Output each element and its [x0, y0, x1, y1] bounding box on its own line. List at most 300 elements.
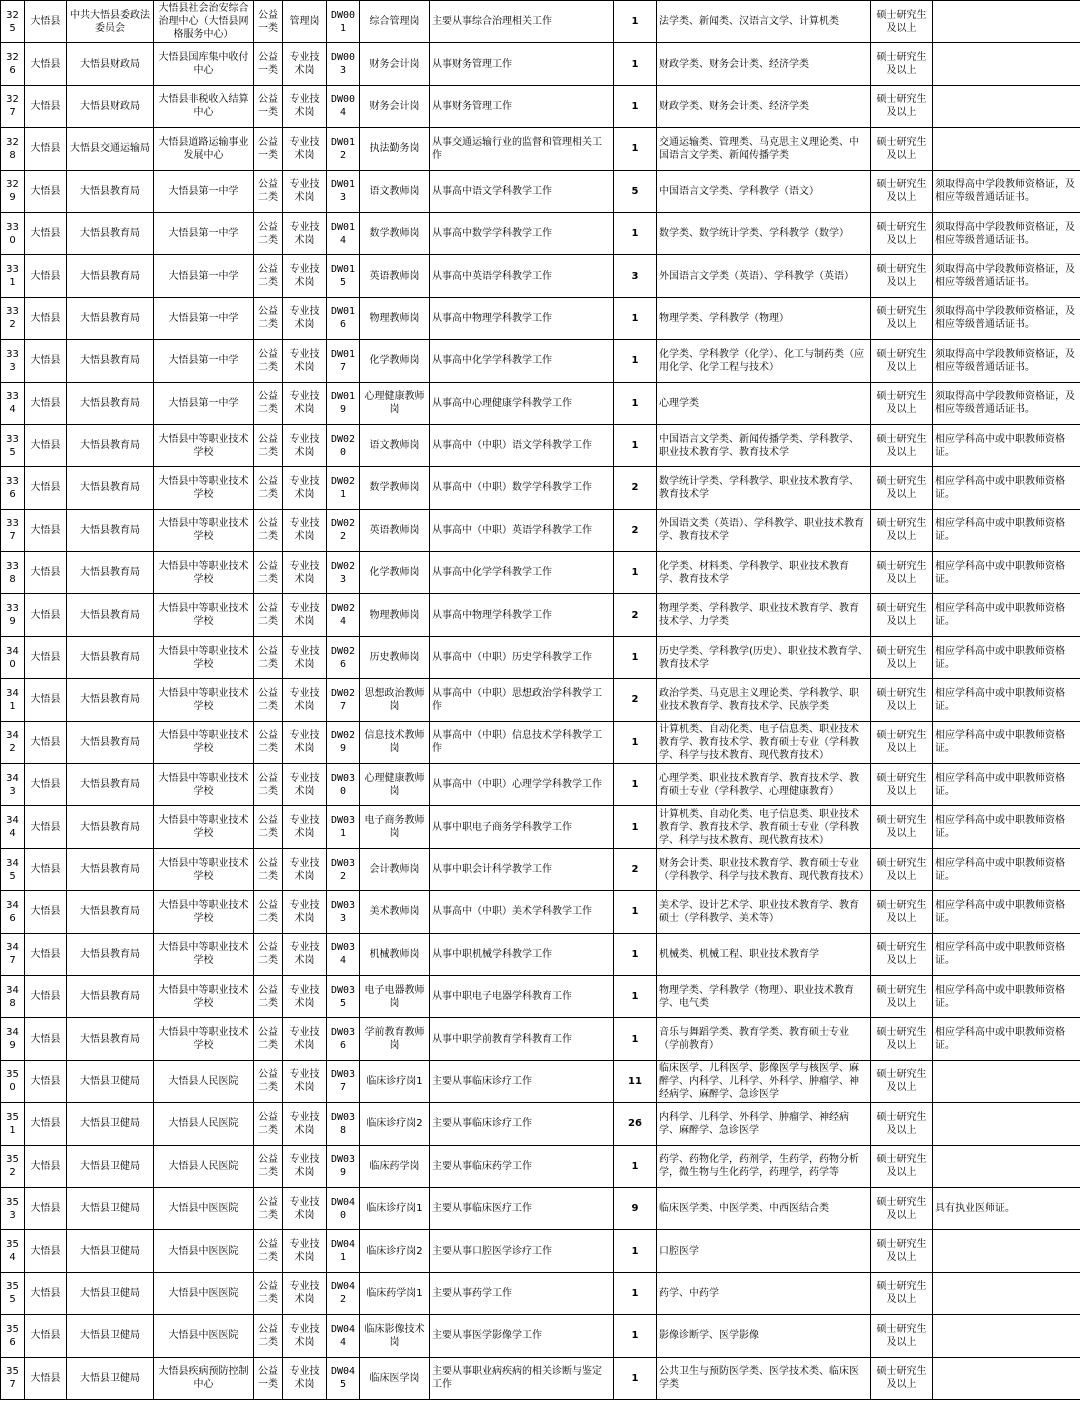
position-code: DW015: [327, 255, 360, 297]
job-duty: 主要从事口腔医学诊疗工作: [430, 1230, 614, 1272]
hiring-count: 2: [614, 594, 657, 636]
department: 大悟县教育局: [67, 933, 154, 975]
row-number: 349: [1, 1018, 25, 1060]
other-requirement: 相应学科高中或中职教师资格证。: [933, 594, 1080, 636]
other-requirement: [933, 1103, 1080, 1145]
row-number: 352: [1, 1145, 25, 1187]
education-requirement: 硕士研究生及以上: [871, 679, 933, 721]
table-row: [1, 806, 1080, 848]
position-name: 数学教师岗: [360, 467, 430, 509]
employer-unit: 大悟县道路运输事业发展中心: [154, 128, 254, 170]
row-number: 339: [1, 594, 25, 636]
hiring-count: 1: [614, 424, 657, 466]
unit-category: 公益二类: [254, 1272, 283, 1314]
row-number: 332: [1, 297, 25, 339]
hiring-count: 2: [614, 467, 657, 509]
major-requirement: 影像诊断学、医学影像: [657, 1315, 871, 1357]
position-code: DW035: [327, 975, 360, 1017]
position-code: DW037: [327, 1060, 360, 1102]
employer-unit: 大悟县中等职业技术学校: [154, 509, 254, 551]
hiring-count: 2: [614, 509, 657, 551]
education-requirement: 硕士研究生及以上: [871, 424, 933, 466]
position-type: 专业技术岗: [283, 424, 327, 466]
row-number: 327: [1, 85, 25, 127]
position-name: 英语教师岗: [360, 509, 430, 551]
position-type: 专业技术岗: [283, 721, 327, 763]
employer-unit: 大悟县中等职业技术学校: [154, 848, 254, 890]
hiring-count: 2: [614, 848, 657, 890]
table-row: [1, 255, 1080, 297]
county: 大悟县: [25, 1357, 67, 1399]
other-requirement: 须取得高中学段教师资格证，及相应等级普通话证书。: [933, 297, 1080, 339]
table-row: [1, 1, 1080, 43]
job-duty: 主要从事临床医疗工作: [430, 1187, 614, 1229]
county: 大悟县: [25, 679, 67, 721]
job-duty: 从事高中心理健康学科教学工作: [430, 382, 614, 424]
other-requirement: 相应学科高中或中职教师资格证。: [933, 1018, 1080, 1060]
position-type: 专业技术岗: [283, 340, 327, 382]
position-name: 化学教师岗: [360, 552, 430, 594]
county: 大悟县: [25, 721, 67, 763]
employer-unit: 大悟县中医医院: [154, 1187, 254, 1229]
hiring-count: 9: [614, 1187, 657, 1229]
table-row: [1, 1018, 1080, 1060]
employer-unit: 大悟县中等职业技术学校: [154, 721, 254, 763]
position-type: 专业技术岗: [283, 43, 327, 85]
position-code: DW012: [327, 128, 360, 170]
education-requirement: 硕士研究生及以上: [871, 891, 933, 933]
county: 大悟县: [25, 170, 67, 212]
other-requirement: [933, 1315, 1080, 1357]
county: 大悟县: [25, 382, 67, 424]
job-duty: 从事高中数学学科教学工作: [430, 212, 614, 254]
employer-unit: 大悟县中等职业技术学校: [154, 467, 254, 509]
position-name: 机械教师岗: [360, 933, 430, 975]
employer-unit: 大悟县第一中学: [154, 382, 254, 424]
other-requirement: [933, 85, 1080, 127]
unit-category: 公益一类: [254, 128, 283, 170]
major-requirement: 法学类、新闻类、汉语言文学、计算机类: [657, 1, 871, 43]
job-duty: 从事高中（中职）数学学科教学工作: [430, 467, 614, 509]
position-name: 会计教师岗: [360, 848, 430, 890]
position-code: DW022: [327, 509, 360, 551]
education-requirement: 硕士研究生及以上: [871, 255, 933, 297]
education-requirement: 硕士研究生及以上: [871, 933, 933, 975]
employer-unit: 大悟县中等职业技术学校: [154, 552, 254, 594]
table-body: [1, 1, 1080, 1400]
education-requirement: 硕士研究生及以上: [871, 552, 933, 594]
major-requirement: 化学类、学科教学（化学）、化工与制药类（应用化学、化学工程与技术）: [657, 340, 871, 382]
position-type: 专业技术岗: [283, 552, 327, 594]
hiring-count: 1: [614, 636, 657, 678]
position-code: DW036: [327, 1018, 360, 1060]
job-duty: 从事交通运输行业的监督和管理相关工作: [430, 128, 614, 170]
employer-unit: 大悟县人民医院: [154, 1103, 254, 1145]
row-number: 353: [1, 1187, 25, 1229]
major-requirement: 口腔医学: [657, 1230, 871, 1272]
department: 大悟县教育局: [67, 212, 154, 254]
county: 大悟县: [25, 594, 67, 636]
position-name: 美术教师岗: [360, 891, 430, 933]
major-requirement: 中国语言文学类、学科教学（语文）: [657, 170, 871, 212]
row-number: 326: [1, 43, 25, 85]
hiring-count: 1: [614, 1145, 657, 1187]
job-duty: 主要从事临床诊疗工作: [430, 1103, 614, 1145]
table-row: [1, 170, 1080, 212]
employer-unit: 大悟县非税收入结算中心: [154, 85, 254, 127]
major-requirement: 化学类、材料类、学科教学、职业技术教育学、教育技术学: [657, 552, 871, 594]
job-duty: 主要从事临床诊疗工作: [430, 1060, 614, 1102]
hiring-count: 1: [614, 43, 657, 85]
position-type: 专业技术岗: [283, 636, 327, 678]
position-name: 临床药学岗1: [360, 1272, 430, 1314]
position-name: 财务会计岗: [360, 43, 430, 85]
education-requirement: 硕士研究生及以上: [871, 764, 933, 806]
education-requirement: 硕士研究生及以上: [871, 467, 933, 509]
hiring-count: 1: [614, 1018, 657, 1060]
hiring-count: 1: [614, 85, 657, 127]
other-requirement: [933, 1230, 1080, 1272]
department: 大悟县教育局: [67, 594, 154, 636]
position-type: 专业技术岗: [283, 255, 327, 297]
job-duty: 从事财务管理工作: [430, 85, 614, 127]
position-type: 专业技术岗: [283, 297, 327, 339]
county: 大悟县: [25, 975, 67, 1017]
position-type: 专业技术岗: [283, 1103, 327, 1145]
education-requirement: 硕士研究生及以上: [871, 212, 933, 254]
county: 大悟县: [25, 891, 67, 933]
position-type: 专业技术岗: [283, 85, 327, 127]
position-code: DW045: [327, 1357, 360, 1399]
position-code: DW020: [327, 424, 360, 466]
position-code: DW029: [327, 721, 360, 763]
education-requirement: 硕士研究生及以上: [871, 1357, 933, 1399]
row-number: 355: [1, 1272, 25, 1314]
education-requirement: 硕士研究生及以上: [871, 1230, 933, 1272]
table-row: [1, 85, 1080, 127]
department: 大悟县卫健局: [67, 1230, 154, 1272]
employer-unit: 大悟县中等职业技术学校: [154, 806, 254, 848]
employer-unit: 大悟县第一中学: [154, 340, 254, 382]
hiring-count: 1: [614, 297, 657, 339]
employer-unit: 大悟县第一中学: [154, 170, 254, 212]
department: 大悟县卫健局: [67, 1060, 154, 1102]
job-duty: 从事高中（中职）美术学科教学工作: [430, 891, 614, 933]
department: 大悟县卫健局: [67, 1103, 154, 1145]
position-code: DW039: [327, 1145, 360, 1187]
major-requirement: 外国语文类（英语）、学科教学、职业技术教育学、教育技术学: [657, 509, 871, 551]
position-name: 临床诊疗岗2: [360, 1230, 430, 1272]
position-type: 专业技术岗: [283, 509, 327, 551]
major-requirement: 计算机类、自动化类、电子信息类、职业技术教育学、教育技术学、教育硕士专业（学科教学、科学与技术教育、现代教育技术）: [657, 721, 871, 763]
position-code: DW030: [327, 764, 360, 806]
major-requirement: 公共卫生与预防医学类、医学技术类、临床医学类: [657, 1357, 871, 1399]
other-requirement: 相应学科高中或中职教师资格证。: [933, 424, 1080, 466]
county: 大悟县: [25, 43, 67, 85]
employer-unit: 大悟县疾病预防控制中心: [154, 1357, 254, 1399]
department: 大悟县教育局: [67, 255, 154, 297]
position-type: 专业技术岗: [283, 212, 327, 254]
department: 大悟县教育局: [67, 721, 154, 763]
table-row: [1, 933, 1080, 975]
hiring-count: 1: [614, 975, 657, 1017]
major-requirement: 外国语言文学类（英语）、学科教学（英语）: [657, 255, 871, 297]
position-type: 专业技术岗: [283, 1145, 327, 1187]
education-requirement: 硕士研究生及以上: [871, 721, 933, 763]
other-requirement: 相应学科高中或中职教师资格证。: [933, 552, 1080, 594]
other-requirement: 相应学科高中或中职教师资格证。: [933, 891, 1080, 933]
position-type: 专业技术岗: [283, 1018, 327, 1060]
row-number: 334: [1, 382, 25, 424]
department: 大悟县教育局: [67, 848, 154, 890]
position-code: DW017: [327, 340, 360, 382]
table-row: [1, 128, 1080, 170]
major-requirement: 中国语言文学类、新闻传播学类、学科教学、职业技术教育学、教育技术学: [657, 424, 871, 466]
position-name: 执法勤务岗: [360, 128, 430, 170]
county: 大悟县: [25, 1145, 67, 1187]
position-code: DW033: [327, 891, 360, 933]
hiring-count: 1: [614, 806, 657, 848]
position-name: 物理教师岗: [360, 594, 430, 636]
department: 大悟县教育局: [67, 806, 154, 848]
table-row: [1, 975, 1080, 1017]
position-code: DW038: [327, 1103, 360, 1145]
education-requirement: 硕士研究生及以上: [871, 1315, 933, 1357]
major-requirement: 音乐与舞蹈学类、教育学类、教育硕士专业（学前教育）: [657, 1018, 871, 1060]
hiring-count: 2: [614, 679, 657, 721]
position-type: 专业技术岗: [283, 975, 327, 1017]
major-requirement: 内科学、儿科学、外科学、肿瘤学、神经病学、麻醉学、急诊医学: [657, 1103, 871, 1145]
position-name: 学前教育教师岗: [360, 1018, 430, 1060]
unit-category: 公益二类: [254, 636, 283, 678]
department: 大悟县教育局: [67, 975, 154, 1017]
position-name: 综合管理岗: [360, 1, 430, 43]
row-number: 351: [1, 1103, 25, 1145]
county: 大悟县: [25, 1187, 67, 1229]
other-requirement: 相应学科高中或中职教师资格证。: [933, 467, 1080, 509]
table-row: [1, 382, 1080, 424]
county: 大悟县: [25, 509, 67, 551]
row-number: 344: [1, 806, 25, 848]
position-type: 专业技术岗: [283, 1187, 327, 1229]
major-requirement: 临床医学类、中医学类、中西医结合类: [657, 1187, 871, 1229]
hiring-count: 1: [614, 552, 657, 594]
unit-category: 公益二类: [254, 212, 283, 254]
employer-unit: 大悟县中等职业技术学校: [154, 424, 254, 466]
hiring-count: 1: [614, 128, 657, 170]
position-name: 临床影像技术岗: [360, 1315, 430, 1357]
department: 大悟县教育局: [67, 891, 154, 933]
table-row: [1, 424, 1080, 466]
other-requirement: 相应学科高中或中职教师资格证。: [933, 509, 1080, 551]
table-row: [1, 509, 1080, 551]
department: 大悟县教育局: [67, 636, 154, 678]
other-requirement: 相应学科高中或中职教师资格证。: [933, 806, 1080, 848]
hiring-count: 1: [614, 212, 657, 254]
row-number: 356: [1, 1315, 25, 1357]
position-name: 信息技术教师岗: [360, 721, 430, 763]
position-code: DW014: [327, 212, 360, 254]
row-number: 336: [1, 467, 25, 509]
hiring-count: 1: [614, 1272, 657, 1314]
job-duty: 从事高中（中职）英语学科教学工作: [430, 509, 614, 551]
education-requirement: 硕士研究生及以上: [871, 1, 933, 43]
row-number: 357: [1, 1357, 25, 1399]
table-row: [1, 1187, 1080, 1229]
position-code: DW034: [327, 933, 360, 975]
hiring-count: 5: [614, 170, 657, 212]
other-requirement: 须取得高中学段教师资格证，及相应等级普通话证书。: [933, 382, 1080, 424]
position-type: 专业技术岗: [283, 382, 327, 424]
major-requirement: 财务会计类、职业技术教育学、教育硕士专业（学科教学、科学与技术教育、现代教育技术）: [657, 848, 871, 890]
major-requirement: 财政学类、财务会计类、经济学类: [657, 43, 871, 85]
education-requirement: 硕士研究生及以上: [871, 382, 933, 424]
row-number: 354: [1, 1230, 25, 1272]
job-duty: 从事高中语文学科教学工作: [430, 170, 614, 212]
unit-category: 公益二类: [254, 467, 283, 509]
employer-unit: 大悟县中等职业技术学校: [154, 679, 254, 721]
position-type: 管理岗: [283, 1, 327, 43]
department: 中共大悟县委政法委员会: [67, 1, 154, 43]
unit-category: 公益一类: [254, 85, 283, 127]
row-number: 331: [1, 255, 25, 297]
job-duty: 从事高中英语学科教学工作: [430, 255, 614, 297]
table-row: [1, 552, 1080, 594]
job-duty: 从事高中（中职）思想政治学科教学工作: [430, 679, 614, 721]
education-requirement: 硕士研究生及以上: [871, 509, 933, 551]
row-number: 348: [1, 975, 25, 1017]
major-requirement: 历史学类、学科教学(历史）、职业技术教育学、教育技术学: [657, 636, 871, 678]
county: 大悟县: [25, 636, 67, 678]
job-duty: 从事高中（中职）语文学科教学工作: [430, 424, 614, 466]
row-number: 329: [1, 170, 25, 212]
job-duty: 从事中职学前教育学科教育工作: [430, 1018, 614, 1060]
other-requirement: 相应学科高中或中职教师资格证。: [933, 636, 1080, 678]
major-requirement: 药学、中药学: [657, 1272, 871, 1314]
employer-unit: 大悟县中等职业技术学校: [154, 1018, 254, 1060]
county: 大悟县: [25, 552, 67, 594]
county: 大悟县: [25, 340, 67, 382]
unit-category: 公益二类: [254, 721, 283, 763]
position-code: DW013: [327, 170, 360, 212]
education-requirement: 硕士研究生及以上: [871, 1018, 933, 1060]
unit-category: 公益二类: [254, 891, 283, 933]
employer-unit: 大悟县国库集中收付中心: [154, 43, 254, 85]
position-name: 语文教师岗: [360, 170, 430, 212]
hiring-count: 1: [614, 340, 657, 382]
row-number: 330: [1, 212, 25, 254]
position-code: DW016: [327, 297, 360, 339]
position-code: DW041: [327, 1230, 360, 1272]
table-row: [1, 1272, 1080, 1314]
position-code: DW024: [327, 594, 360, 636]
job-duty: 从事中职会计科学教学工作: [430, 848, 614, 890]
hiring-count: 1: [614, 1357, 657, 1399]
position-type: 专业技术岗: [283, 933, 327, 975]
position-type: 专业技术岗: [283, 467, 327, 509]
unit-category: 公益二类: [254, 424, 283, 466]
table-row: [1, 1145, 1080, 1187]
position-code: DW023: [327, 552, 360, 594]
employer-unit: 大悟县中等职业技术学校: [154, 636, 254, 678]
county: 大悟县: [25, 424, 67, 466]
department: 大悟县教育局: [67, 467, 154, 509]
position-code: DW021: [327, 467, 360, 509]
hiring-count: 1: [614, 721, 657, 763]
job-duty: 从事高中化学学科教学工作: [430, 340, 614, 382]
row-number: 340: [1, 636, 25, 678]
major-requirement: 交通运输类、管理类、马克思主义理论类、中国语言文学类、新闻传播学类: [657, 128, 871, 170]
position-name: 临床诊疗岗1: [360, 1060, 430, 1102]
other-requirement: [933, 1145, 1080, 1187]
department: 大悟县财政局: [67, 43, 154, 85]
other-requirement: 相应学科高中或中职教师资格证。: [933, 679, 1080, 721]
table-row: [1, 1357, 1080, 1399]
job-duty: 主要从事职业病疾病的相关诊断与鉴定工作: [430, 1357, 614, 1399]
major-requirement: 临床医学、儿科医学、影像医学与核医学、麻醉学、内科学、儿科学、外科学、肿瘤学、神经病学、麻醉学、急诊医学: [657, 1060, 871, 1102]
hiring-count: 1: [614, 933, 657, 975]
unit-category: 公益二类: [254, 340, 283, 382]
department: 大悟县财政局: [67, 85, 154, 127]
job-duty: 主要从事临床药学工作: [430, 1145, 614, 1187]
row-number: 337: [1, 509, 25, 551]
position-code: DW031: [327, 806, 360, 848]
hiring-count: 1: [614, 891, 657, 933]
other-requirement: [933, 43, 1080, 85]
row-number: 347: [1, 933, 25, 975]
other-requirement: [933, 1, 1080, 43]
hiring-count: 1: [614, 382, 657, 424]
employer-unit: 大悟县中等职业技术学校: [154, 764, 254, 806]
other-requirement: 须取得高中学段教师资格证，及相应等级普通话证书。: [933, 212, 1080, 254]
position-name: 语文教师岗: [360, 424, 430, 466]
job-duty: 主要从事药学工作: [430, 1272, 614, 1314]
hiring-count: 1: [614, 1230, 657, 1272]
row-number: 338: [1, 552, 25, 594]
row-number: 350: [1, 1060, 25, 1102]
employer-unit: 大悟县第一中学: [154, 255, 254, 297]
education-requirement: 硕士研究生及以上: [871, 128, 933, 170]
job-duty: 从事高中（中职）心理学学科教学工作: [430, 764, 614, 806]
position-code: DW026: [327, 636, 360, 678]
unit-category: 公益二类: [254, 170, 283, 212]
table-row: [1, 891, 1080, 933]
table-row: [1, 594, 1080, 636]
other-requirement: 须取得高中学段教师资格证，及相应等级普通话证书。: [933, 255, 1080, 297]
position-name: 电子商务教师岗: [360, 806, 430, 848]
unit-category: 公益二类: [254, 764, 283, 806]
unit-category: 公益二类: [254, 1103, 283, 1145]
position-type: 专业技术岗: [283, 128, 327, 170]
employer-unit: 大悟县中等职业技术学校: [154, 891, 254, 933]
position-name: 临床医学岗: [360, 1357, 430, 1399]
major-requirement: 药学、药物化学，药剂学，生药学，药物分析学，微生物与生化药学，药理学，药学等: [657, 1145, 871, 1187]
employer-unit: 大悟县第一中学: [154, 297, 254, 339]
position-type: 专业技术岗: [283, 1230, 327, 1272]
unit-category: 公益二类: [254, 1315, 283, 1357]
position-name: 临床诊疗岗1: [360, 1187, 430, 1229]
position-type: 专业技术岗: [283, 1357, 327, 1399]
unit-category: 公益二类: [254, 255, 283, 297]
employer-unit: 大悟县中医医院: [154, 1230, 254, 1272]
position-name: 思想政治教师岗: [360, 679, 430, 721]
position-type: 专业技术岗: [283, 891, 327, 933]
major-requirement: 计算机类、自动化类、电子信息类、职业技术教育学、教育技术学、教育硕士专业（学科教学、科学与技术教育、现代教育技术）: [657, 806, 871, 848]
employer-unit: 大悟县中等职业技术学校: [154, 594, 254, 636]
position-name: 电子电器教师岗: [360, 975, 430, 1017]
major-requirement: 机械类、机械工程、职业技术教育学: [657, 933, 871, 975]
county: 大悟县: [25, 85, 67, 127]
